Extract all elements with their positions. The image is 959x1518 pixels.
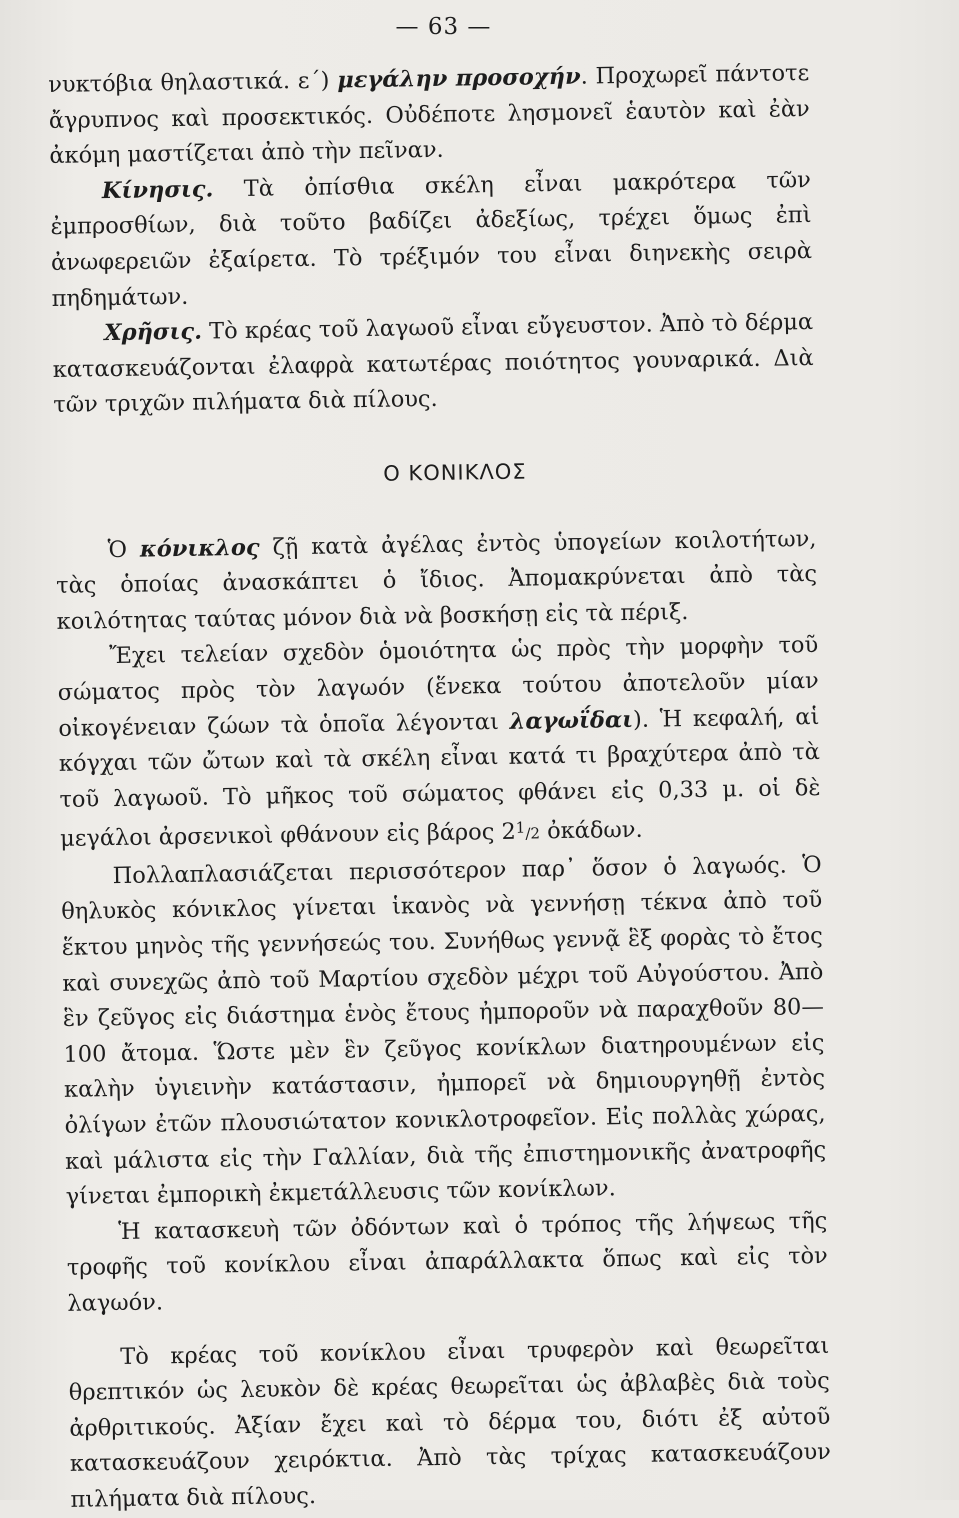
opening-emphasis: μεγάλην προσοχήν bbox=[337, 63, 581, 94]
p1-emphasis: κόνικλος bbox=[139, 534, 260, 563]
chrisis-paragraph bbox=[52, 305, 815, 424]
opening-text-end: . Προχωρεῖ πάντοτε ἄγρυπνος καὶ προσεκτικός. Οὐδέποτε λησμονεῖ ἑαυτὸν καὶ ἐὰν ἀκόμη μαστίζεται ἀπὸ τὴν πεῖναν. bbox=[48, 60, 810, 170]
p2-frac-num: 1 bbox=[515, 818, 526, 838]
opening-text-start: νυκτόβια θηλαστικά. ε΄) bbox=[48, 67, 338, 98]
p2-pre: Ἔχει τελείαν σχεδὸν ὁμοιότητα ὡς πρὸς τὴν μορφὴν τοῦ σώματος πρὸς τὸν λαγωόν (ἕνεκα τούτου ἀποτελοῦν μίαν οἰκογένειαν ζώων τὰ ὁποῖα λέγονται bbox=[57, 632, 819, 742]
page-number: — 63 — bbox=[395, 14, 492, 40]
p2-emphasis: λαγωΐδαι bbox=[509, 706, 634, 735]
chrisis-text: Τὸ κρέας τοῦ λαγωοῦ εἶναι εὔγευστον. Ἀπὸ τὸ δέρμα κατασκευάζονται ἐλαφρὰ κατωτέρας ποιότητος γουναρικά. Διὰ τῶν τριχῶν πιλήματα διὰ πίλους. bbox=[52, 309, 814, 419]
konikllos-intro-paragraph bbox=[55, 522, 818, 641]
meat-paragraph: Τὸ κρέας τοῦ κονίκλου εἶναι τρυφερὸν καὶ θεωρεῖται θρεπτικόν ὡς λευκὸν δὲ κρέας θεωρεῖται ὡς ἀβλαβὲς διὰ τοὺς ἀρθριτικούς. Ἀξίαν ἔχει καὶ τὸ δέρμα του, διότι ἐξ αὐτοῦ κατασκευάζουν χειρόκτια. Ἀπὸ τὰς τρίχας κατασκευάζουν πιλήματα διὰ πίλους. bbox=[68, 1332, 832, 1513]
similarity-paragraph bbox=[57, 628, 821, 859]
p2-end: ὀκάδων. bbox=[539, 817, 643, 845]
p2-post: ). Ἡ κεφαλή, αἱ κόγχαι τῶν ὤτων καὶ τὰ σκέλη εἶναι κατά τι βραχύτερα ἀπὸ τὰ τοῦ λαγωοῦ. Τὸ μῆκος τοῦ σώματος φθάνει εἰς 0,33 μ. οἱ δὲ μεγάλοι ἀρσενικοὶ φθάνουν εἰς βάρος 2 bbox=[58, 703, 821, 853]
p2-frac-den: /2 bbox=[525, 824, 541, 843]
kinisis-term: Κίνησις. bbox=[101, 176, 214, 204]
kinisis-paragraph bbox=[50, 163, 813, 317]
chrisis-term: Χρῆσις. bbox=[103, 318, 203, 347]
section-heading: Ο ΚΟΝΙΚΛΟΣ bbox=[383, 459, 527, 486]
teeth-paragraph: Ἡ κατασκευὴ τῶν ὀδόντων καὶ ὁ τρόπος τῆς λήψεως τῆς τροφῆς τοῦ κονίκλου εἶναι ἀπαράλλακτα ὅπως καὶ εἰς τὸν λαγωόν. bbox=[66, 1207, 828, 1317]
kinisis-text: Τὰ ὀπίσθια σκέλη εἶναι μακρότερα τῶν ἐμπροσθίων, διὰ τοῦτο βαδίζει ἀδεξίως, τρέχει ὅμως ἐπὶ ἀνωφερειῶν ἐξαίρετα. Τὸ τρέξιμόν του εἶναι διηνεκὴς σειρὰ πηδημάτων. bbox=[50, 166, 813, 312]
p1-pre: Ὁ bbox=[107, 536, 141, 563]
reproduction-paragraph: Πολλαπλασιάζεται περισσότερον παρ᾽ ὅσον ὁ λαγωός. Ὁ θηλυκὸς κόνικλος γίνεται ἱκανὸς νὰ γεννήσῃ τέκνα ἀπὸ τοῦ ἕκτου μηνὸς τῆς γεννήσεώς του. Συνήθως γεννᾷ ἓξ φορὰς τὸ ἔτος καὶ συνεχῶς ἀπὸ τοῦ Μαρτίου σχεδὸν μέχρι τοῦ Αὐγούστου. Ἀπὸ ἓν ζεῦγος εἰς διάστημα ἑνὸς ἔτους ἠμποροῦν νὰ παραχθοῦν 80—100 ἄτομα. Ὥστε μὲν ἓν ζεῦγος κονίκλων διατηρουμένων εἰς καλὴν ὑγιεινὴν κατάστασιν, ἠμπορεῖ νὰ δημιουργηθῇ ἐντὸς ὀλίγων ἐτῶν πλουσιώτατον κονικλοτροφεῖον. Εἰς πολλὰς χώρας, καὶ μάλιστα εἰς τὴν Γαλλίαν, διὰ τῆς ἐπιστημονικῆς ἀνατροφῆς γίνεται ἐμπορικὴ ἐκμετάλλευσις τῶν κονίκλων. bbox=[61, 851, 827, 1211]
page-body bbox=[48, 56, 832, 1518]
opening-paragraph bbox=[48, 56, 811, 175]
p1-text: ζῇ κατὰ ἀγέλας ἐντὸς ὑπογείων κοιλοτήτων, τὰς ὁποίας ἀνασκάπτει ὁ ἴδιος. Ἀπομακρύνεται ἀπὸ τὰς κοιλότητας ταύτας μόνον διὰ νὰ βοσκήσῃ εἰς τὰ πέριξ. bbox=[55, 525, 818, 635]
